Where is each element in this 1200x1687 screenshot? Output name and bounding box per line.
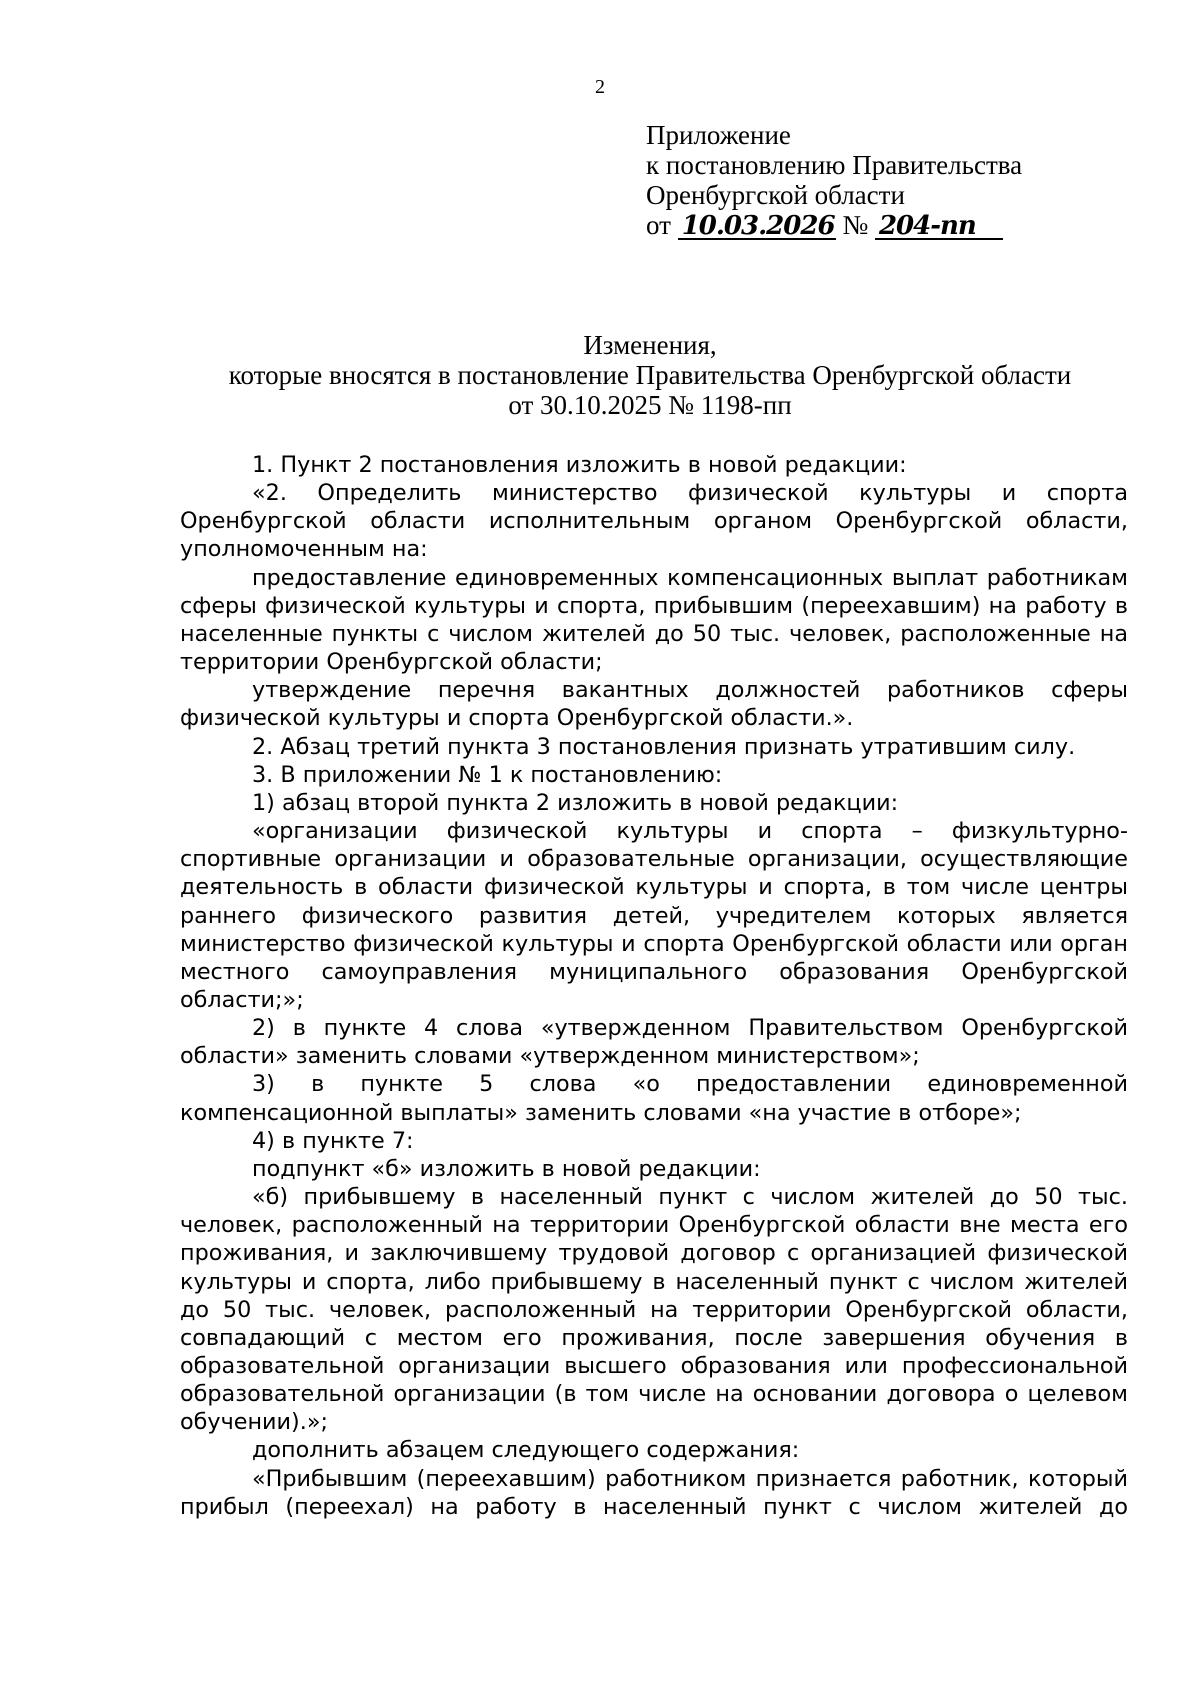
appendix-line-2: к постановлению Правительства bbox=[646, 150, 1023, 180]
title-line-3: от 30.10.2025 № 1198-пп bbox=[508, 390, 792, 420]
paragraph-2: «2. Определить министерство физической культуры и спорта Оренбургской области исполнительным органом Оренбургской области, уполномоченным на: bbox=[180, 480, 1128, 563]
title-line-2: которые вносятся в постановление Правительства Оренбургской области bbox=[228, 360, 1072, 390]
paragraph-3: предоставление единовременных компенсационных выплат работникам сферы физической культуры и спорта, прибывшим (переехавшим) на работу в населенные пункты с числом жителей до 50 тыс. человек, расположенные на территории Оренбургской области; bbox=[180, 564, 1128, 676]
appendix-date-line bbox=[646, 210, 1022, 240]
paragraph-12: подпункт «б» изложить в новой редакции: bbox=[252, 1155, 761, 1182]
paragraph-10: 3) в пункте 5 слова «о предоставлении единовременной компенсационной выплаты» заменить словами «на участие в отборе»; bbox=[180, 1071, 1128, 1126]
paragraph-1: 1. Пункт 2 постановления изложить в новой редакции: bbox=[252, 452, 907, 478]
paragraph-8: «организации физической культуры и спорта – физкультурно-спортивные организации и образовательные организации, осуществляющие деятельность в области физической культуры и спорта, в том числе центры раннего физического развития детей, учредителем которых является министерство физической культуры и спорта Оренбургской области или орган местного самоуправления муниципального образования Оренбургской области;»; bbox=[180, 818, 1128, 1013]
paragraph-15: «Прибывшим (переехавшим) работником признается работник, который прибыл (переехал) на работу в населенный пункт с числом жителей до bbox=[180, 1465, 1128, 1520]
document-body bbox=[180, 451, 1128, 1521]
paragraph-4: утверждение перечня вакантных должностей работников сферы физической культуры и спорта Оренбургской области.». bbox=[180, 677, 1128, 732]
paragraph-13: «б) прибывшему в населенный пункт с числом жителей до 50 тыс. человек, расположенный на территории Оренбургской области вне места его проживания, и заключившему трудовой договор с организацией физической культуры и спорта, либо прибывшему в населенный пункт с числом жителей до 50 тыс. человек, расположенный на территории Оренбургской области, совпадающий с местом его проживания, после завершения обучения в образовательной организации высшего образования или профессиональной образовательной организации (в том числе на основании договора о целевом обучении).»; bbox=[180, 1184, 1128, 1436]
paragraph-6: 3. В приложении № 1 к постановлению: bbox=[252, 761, 723, 788]
paragraph-7: 1) абзац второй пункта 2 изложить в новой редакции: bbox=[252, 789, 899, 816]
appendix-line-1: Приложение bbox=[646, 120, 791, 150]
paragraph-9: 2) в пункте 4 слова «утвержденном Правительством Оренбургской области» заменить словами «утвержденном министерством»; bbox=[180, 1015, 1128, 1070]
title-line-1: Изменения, bbox=[583, 330, 717, 360]
paragraph-5: 2. Абзац третий пункта 3 постановления признать утратившим силу. bbox=[252, 733, 1076, 760]
paragraph-14: дополнить абзацем следующего содержания: bbox=[252, 1437, 800, 1464]
handwritten-date: 10.03.2026 bbox=[678, 214, 836, 240]
document-title bbox=[170, 330, 1130, 420]
page-number: 2 bbox=[595, 76, 605, 98]
date-prefix: от bbox=[646, 210, 671, 240]
number-prefix: № bbox=[842, 210, 869, 240]
paragraph-11: 4) в пункте 7: bbox=[252, 1127, 414, 1154]
appendix-line-3: Оренбургской области bbox=[646, 180, 905, 210]
handwritten-number: 204-пп bbox=[875, 214, 1003, 240]
appendix-header bbox=[646, 120, 1022, 240]
